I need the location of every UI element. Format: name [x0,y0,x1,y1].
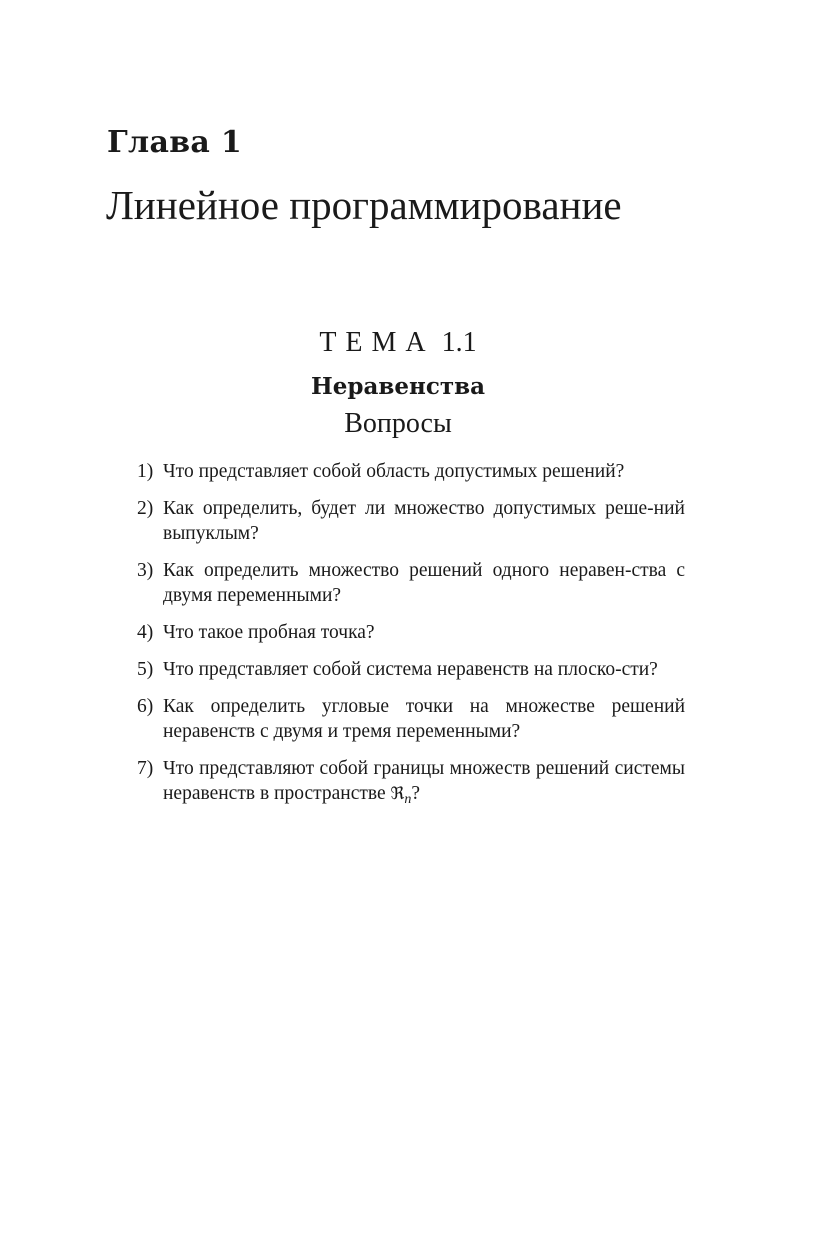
question-number: 2) [137,498,154,519]
questions-list [137,459,685,824]
question-item [137,657,685,682]
question-number: 4) [137,622,154,643]
question-item [137,756,685,812]
question-number: 1) [137,461,154,482]
real-space-symbol: ℜ [390,784,405,804]
theme-number [0,325,796,361]
space-dimension-subscript: n [404,792,412,807]
question-text-main: Что представляют собой границы множеств решений системы неравенств в пространстве [163,758,685,804]
question-item [137,558,685,608]
theme-title: Неравенства [311,373,485,400]
question-text: Как определить множество решений одного неравен-ства с двумя переменными? [163,560,685,606]
chapter-title: Линейное программирование [106,182,622,228]
question-item [137,620,685,645]
question-text: Как определить, будет ли множество допустимых реше-ний выпуклым? [163,498,685,544]
questions-heading: Вопросы [344,408,452,439]
question-text: Что представляет собой область допустимых решений? [163,461,625,482]
question-text: Что представляет собой система неравенств на плоско-сти? [163,659,658,680]
question-text [163,756,685,812]
question-item [137,694,685,744]
question-text: Как определить угловые точки на множестве решений неравенств с двумя и тремя переменными? [163,696,685,742]
question-number: 7) [137,758,154,779]
question-item [137,496,685,546]
question-number: 5) [137,659,154,680]
question-text-suffix: ? [411,783,420,804]
theme-number-value: 1.1 [441,327,477,358]
question-item [137,459,685,484]
question-number: 6) [137,696,154,717]
theme-word: ТЕМА [319,327,435,358]
question-number: 3) [137,560,154,581]
chapter-label: Глава 1 [107,125,243,160]
question-text: Что такое пробная точка? [163,622,375,643]
